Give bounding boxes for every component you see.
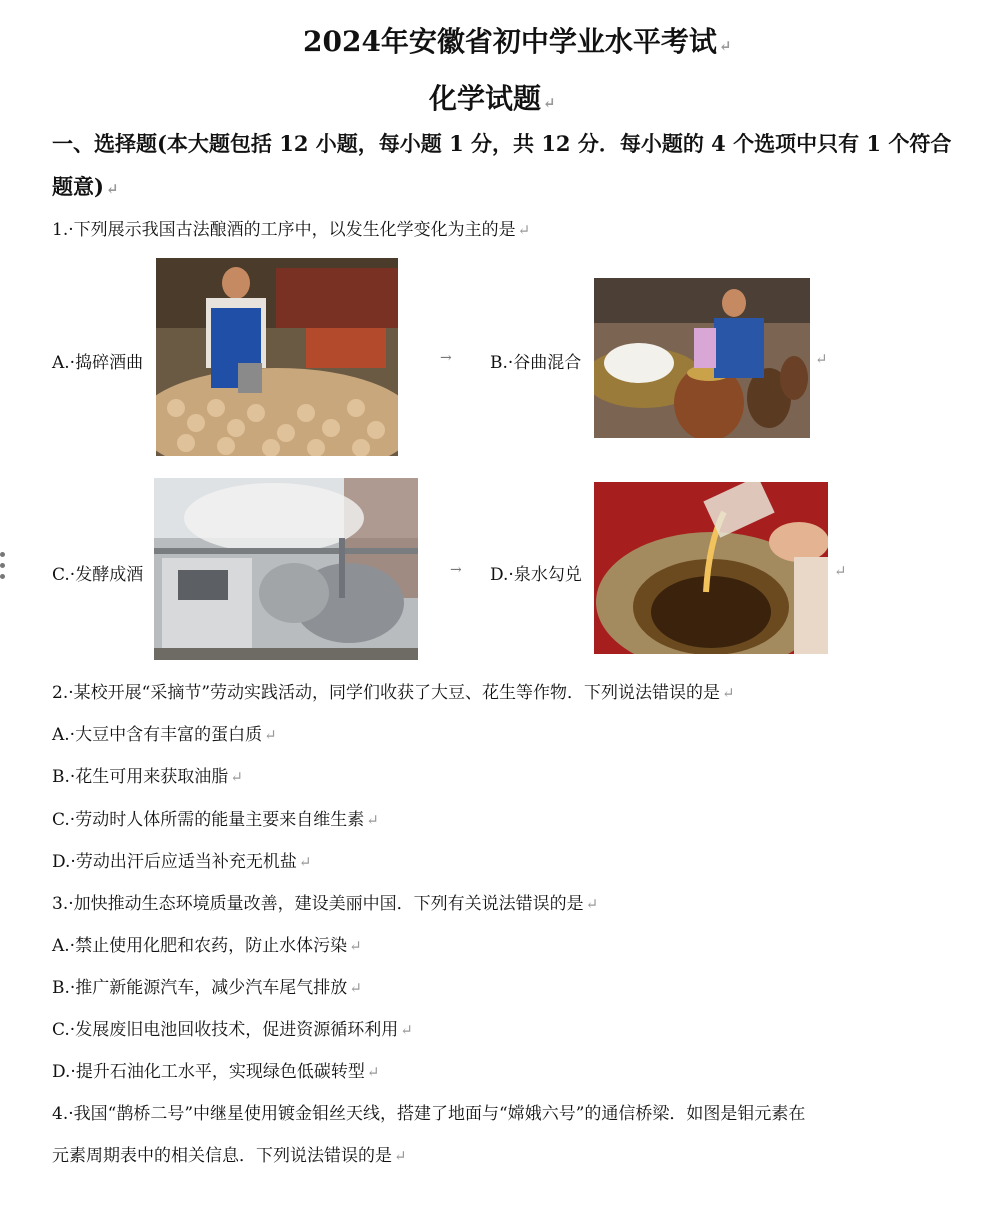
- paragraph-mark: ↵: [834, 562, 847, 580]
- subject-title: 化学试题 ↵: [429, 82, 556, 115]
- crushing-qu-photo: [156, 258, 398, 456]
- q1-option-b: B.·谷曲混合: [490, 353, 582, 373]
- paragraph-mark: ↵: [349, 979, 362, 997]
- question-4-stem: 4.·我国“鹊桥二号”中继星使用镀金钼丝天线，搭建了地面与“嫦娥六号”的通信桥梁．如图是钼元素在: [52, 1104, 806, 1124]
- q2-option-d: D.·劳动出汗后应适当补充无机盐 ↵: [52, 852, 312, 872]
- paragraph-mark: ↵: [517, 221, 531, 239]
- question-2-stem: 2.·某校开展“采摘节”劳动实践活动，同学们收获了大豆、花生等作物．下列说法错误的是 ↵: [52, 683, 735, 703]
- q1-option-d: D.·泉水勾兑: [490, 565, 582, 585]
- section-heading: 一、选择题(本大题包括 12 小题，每小题 1 分，共 12 分．每小题的 4 个选项中只有 1 个符合: [52, 131, 952, 156]
- paragraph-mark: ↵: [722, 684, 735, 702]
- q2-option-c: C.·劳动时人体所需的能量主要来自维生素 ↵: [52, 810, 379, 830]
- paragraph-mark: ↵: [230, 768, 243, 786]
- q3-option-b: B.·推广新能源汽车，减少汽车尾气排放 ↵: [52, 978, 362, 998]
- question-1-stem: 1.·下列展示我国古法酿酒的工序中，以发生化学变化为主的是 ↵: [52, 220, 531, 240]
- q3-option-c: C.·发展废旧电池回收技术，促进资源循环利用 ↵: [52, 1020, 413, 1040]
- paragraph-mark: ↵: [543, 94, 556, 112]
- question-3-stem: 3.·加快推动生态环境质量改善，建设美丽中国．下列有关说法错误的是 ↵: [52, 894, 599, 914]
- pouring-wine-photo: [594, 482, 828, 654]
- q2-option-b: B.·花生可用来获取油脂 ↵: [52, 767, 243, 787]
- paragraph-mark: ↵: [298, 853, 312, 871]
- paragraph-mark: ↵: [349, 937, 362, 955]
- paragraph-mark: ↵: [718, 37, 732, 55]
- distillery-photo: [154, 478, 418, 660]
- q3-option-a: A.·禁止使用化肥和农药，防止水体污染 ↵: [52, 936, 362, 956]
- q3-option-d: D.·提升石油化工水平，实现绿色低碳转型 ↵: [52, 1062, 380, 1082]
- section-heading-cont: 题意) ↵: [52, 174, 119, 199]
- q1-option-c: C.·发酵成酒: [52, 565, 144, 585]
- mixing-grain-photo: [594, 278, 810, 438]
- q2-option-a: A.·大豆中含有丰富的蛋白质 ↵: [52, 725, 277, 745]
- tab-arrow: →: [440, 350, 452, 366]
- question-4-stem-cont: 元素周期表中的相关信息．下列说法错误的是 ↵: [52, 1146, 407, 1166]
- paragraph-mark: ↵: [585, 895, 599, 913]
- paragraph-mark: ↵: [264, 726, 277, 744]
- tab-arrow: →: [450, 562, 462, 578]
- paragraph-mark: ↵: [400, 1021, 413, 1039]
- paragraph-mark: ↵: [366, 811, 379, 829]
- paragraph-mark: ↵: [105, 180, 119, 198]
- paragraph-mark: ↵: [394, 1147, 407, 1165]
- page-title: 2024年安徽省初中学业水平考试 ↵: [303, 25, 732, 58]
- paragraph-mark: ↵: [815, 350, 828, 368]
- side-handle[interactable]: [0, 552, 6, 585]
- paragraph-mark: ↵: [366, 1063, 380, 1081]
- q1-option-a: A.·捣碎酒曲: [52, 353, 144, 373]
